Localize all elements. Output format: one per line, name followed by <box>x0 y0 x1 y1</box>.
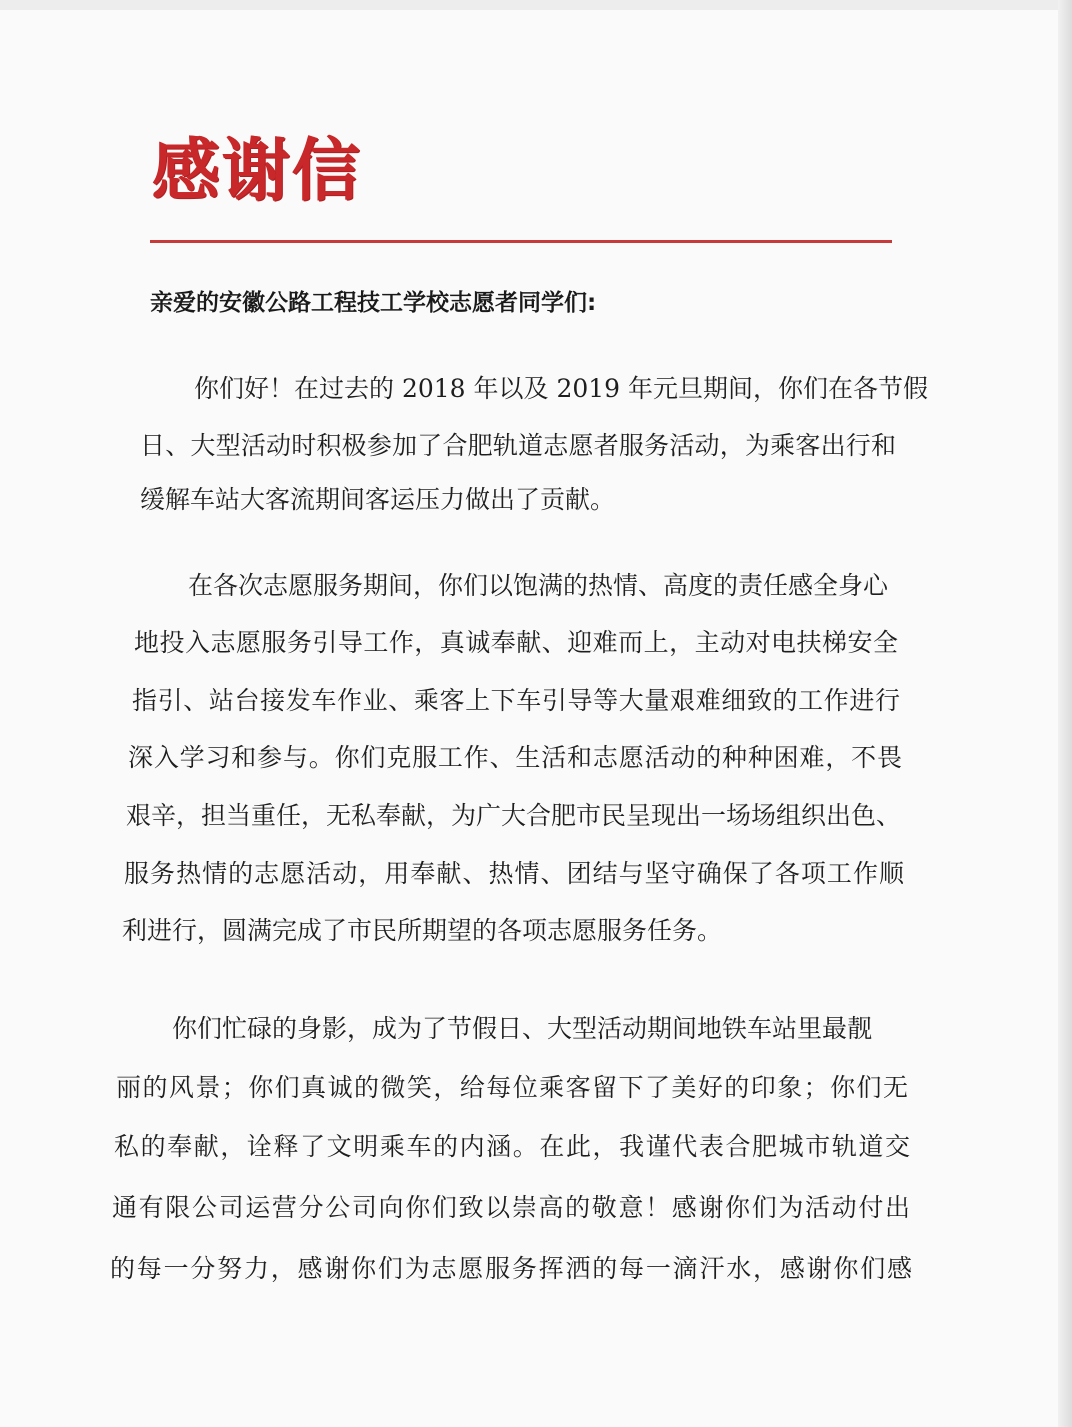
paragraph-2-line-1: 在各次志愿服务期间，你们以饱满的热情、高度的责任感全身心 <box>188 571 889 600</box>
paragraph-3-line-3: 私的奉献，诠释了文明乘车的内涵。在此，我谨代表合肥城市轨道交 <box>114 1132 910 1161</box>
salutation: 亲爱的安徽公路工程技工学校志愿者同学们: <box>150 290 597 316</box>
scan-edge-right <box>1058 0 1072 1427</box>
paragraph-2-line-7: 利进行，圆满完成了市民所期望的各项志愿服务任务。 <box>122 916 723 945</box>
title-divider <box>150 240 892 243</box>
paragraph-1-line-2: 日、大型活动时积极参加了合肥轨道志愿者服务活动，为乘客出行和 <box>140 431 896 460</box>
paragraph-2-line-5: 艰辛，担当重任，无私奉献，为广大合肥市民呈现出一场场组织出色、 <box>126 801 902 830</box>
paragraph-3-line-4: 通有限公司运营分公司向你们致以崇高的敬意！感谢你们为活动付出 <box>112 1193 910 1222</box>
paragraph-3-line-1: 你们忙碌的身影，成为了节假日、大型活动期间地铁车站里最靓 <box>172 1014 873 1043</box>
paragraph-1-line-3: 缓解车站大客流期间客运压力做出了贡献。 <box>140 485 616 514</box>
paragraph-2-line-3: 指引、站台接发车作业、乘客上下车引导等大量艰难细致的工作进行 <box>132 686 900 715</box>
paragraph-1-line-1: 你们好！在过去的 2018 年以及 2019 年元旦期间，你们在各节假 <box>194 374 929 403</box>
letter-title: 感谢信 <box>152 132 363 211</box>
paragraph-2-line-2: 地投入志愿服务引导工作，真诚奉献、迎难而上，主动对电扶梯安全 <box>134 628 898 657</box>
paragraph-3-line-5: 的每一分努力，感谢你们为志愿服务挥洒的每一滴汗水，感谢你们感 <box>110 1254 912 1283</box>
paragraph-3-line-2: 丽的风景；你们真诚的微笑，给每位乘客留下了美好的印象；你们无 <box>116 1073 908 1102</box>
scan-edge-top <box>0 0 1072 10</box>
paragraph-2-line-4: 深入学习和参与。你们克服工作、生活和志愿活动的种种困难，不畏 <box>128 743 902 772</box>
paragraph-2-line-6: 服务热情的志愿活动，用奉献、热情、团结与坚守确保了各项工作顺 <box>124 859 904 888</box>
